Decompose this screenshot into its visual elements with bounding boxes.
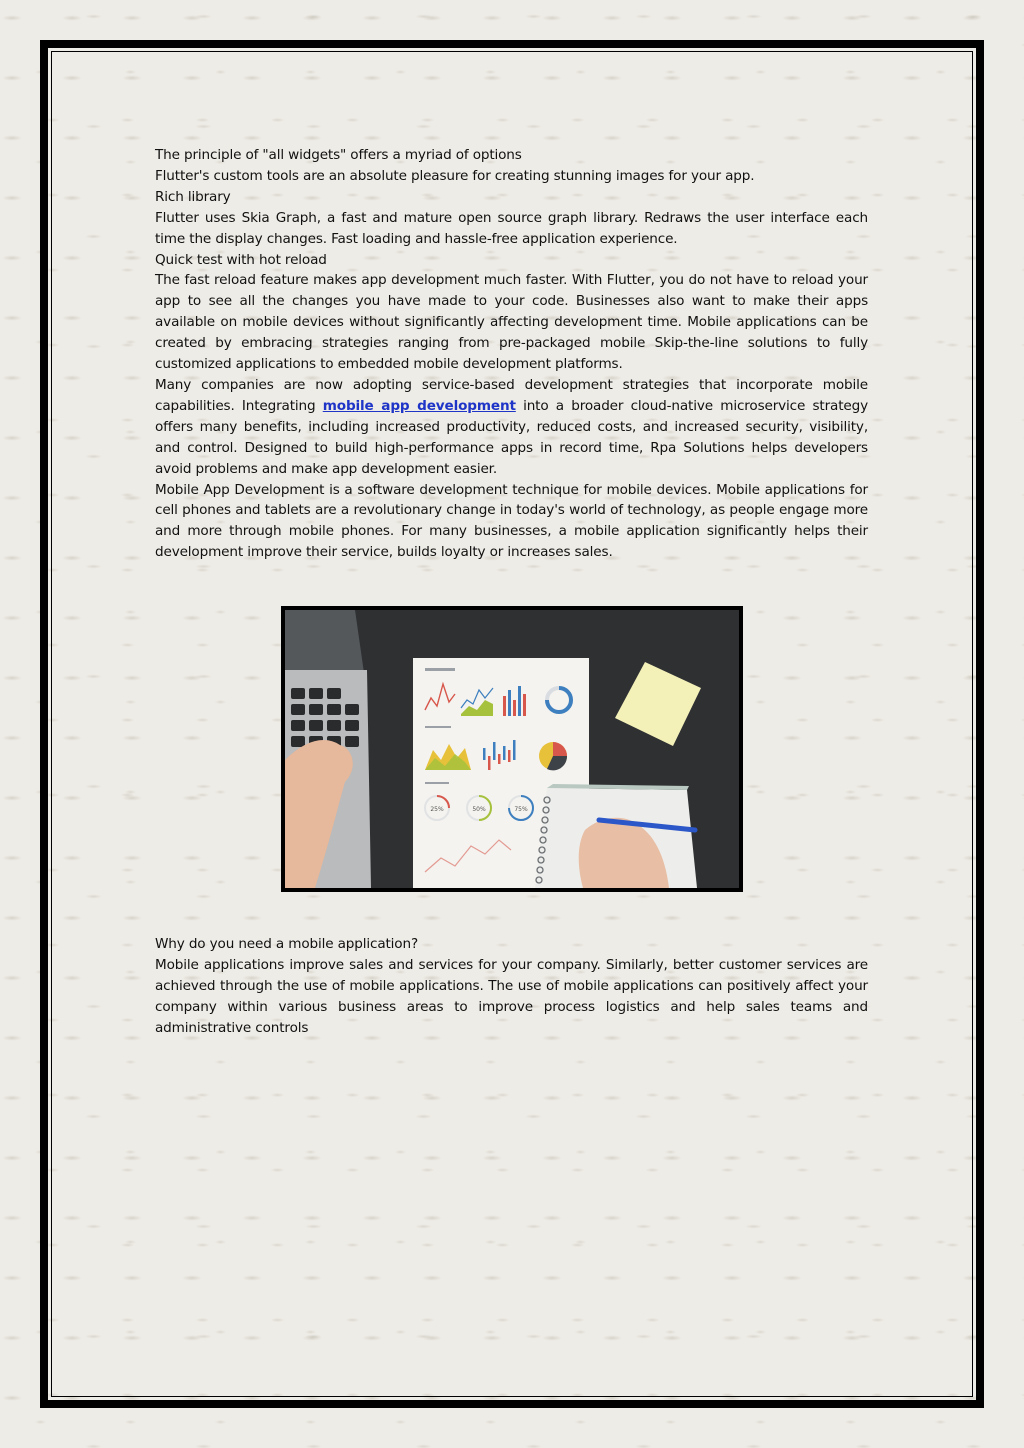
top-text-block (155, 145, 868, 563)
paragraph-fast-reload: The fast reload feature makes app development much faster. With Flutter, you do not have to reload your app to see all the changes you have made to your code. Businesses also want to make their apps available on mobile devices without significantly affecting development time. Mobile applications can be created by embracing strategies ranging from pre-packaged mobile Skip-the-line solutions to fully customized applications to embedded mobile development platforms. (155, 272, 868, 373)
heading-all-widgets: The principle of "all widgets" offers a myriad of options (155, 147, 522, 163)
bottom-text-block (155, 934, 868, 1039)
gauge-label-25: 25% (430, 806, 444, 813)
heading-hot-reload: Quick test with hot reload (155, 251, 327, 268)
gauge-label-50: 50% (472, 806, 486, 813)
analytics-desk-photo (281, 606, 743, 892)
paragraph-mobile-benefits: Mobile applications improve sales and services for your company. Similarly, better customer services are achieved through the use of mobile applications. The use of mobile applications can positively affect your company within various business areas to improve process logistics and help sales teams and administrative controls (155, 956, 868, 1036)
heading-rich-library: Rich library (155, 188, 231, 205)
paragraph-custom-tools: Flutter's custom tools are an absolute pleasure for creating stunning images for your app. (155, 167, 755, 184)
paragraph-skia-graph: Flutter uses Skia Graph, a fast and mature open source graph library. Redraws the user interface each time the display changes. Fast loading and hassle-free application experience. (155, 209, 868, 247)
paragraph-mobile-app-development: Mobile App Development is a software development technique for mobile devices. Mobile applications for cell phones and tablets are a revolutionary change in today's world of technology, as people engage more and more through mobile phones. For many businesses, a mobile application significantly helps their development improve their service, builds loyalty or increases sales. (155, 481, 868, 561)
gauge-label-75: 75% (514, 806, 528, 813)
link-paragraph-before: Many companies are now adopting service-based development strategies that incorporate mobile capabilities. Integrating (155, 376, 868, 414)
heading-why-mobile-application: Why do you need a mobile application? (155, 936, 419, 952)
mobile-app-development-link[interactable]: mobile app development (322, 397, 516, 414)
link-paragraph-after: into a broader cloud-native microservice strategy offers many benefits, including increased productivity, reduced costs, and increased security, visibility, and control. Designed to build high-performance apps in record time, Rpa Solutions helps developers avoid problems and make app development easier. (155, 397, 868, 477)
paragraph-service-based (155, 375, 868, 480)
